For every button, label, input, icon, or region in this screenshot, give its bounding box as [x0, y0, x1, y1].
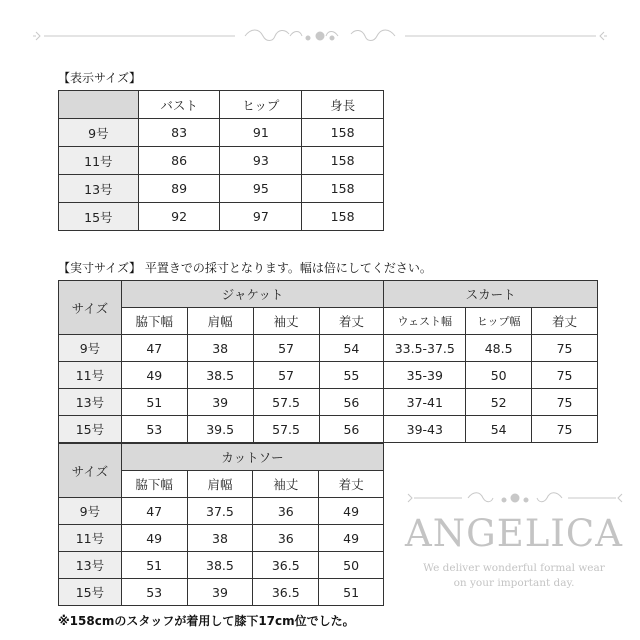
actual-size-table [58, 280, 598, 443]
col-header: 脇下幅 [121, 308, 187, 335]
table-row [59, 203, 384, 231]
cell: 86 [138, 147, 220, 175]
cell: 52 [466, 389, 532, 416]
cell: 48.5 [466, 335, 532, 362]
display-header-blank [59, 91, 139, 119]
size-header: サイズ [59, 444, 122, 498]
table-row [59, 525, 384, 552]
top-ornament [30, 26, 610, 46]
size-label: 13号 [59, 552, 122, 579]
cell: 37.5 [187, 498, 253, 525]
size-header: サイズ [59, 281, 122, 335]
cell: 50 [319, 552, 384, 579]
cell: 75 [532, 416, 598, 443]
cell: 89 [138, 175, 220, 203]
table-row [59, 498, 384, 525]
table-row [59, 175, 384, 203]
cell: 49 [319, 525, 384, 552]
cell: 75 [532, 362, 598, 389]
col-header: 袖丈 [253, 308, 319, 335]
cell: 38.5 [187, 362, 253, 389]
cell: 38.5 [187, 552, 253, 579]
table-row [59, 335, 598, 362]
display-size-table [58, 90, 384, 231]
cutsew-table [58, 443, 384, 606]
cell: 75 [532, 389, 598, 416]
cell: 57.5 [253, 389, 319, 416]
cell: 47 [121, 335, 187, 362]
cell: 35-39 [384, 362, 466, 389]
cell: 57 [253, 362, 319, 389]
cell: 83 [138, 119, 220, 147]
cell: 57.5 [253, 416, 319, 443]
cell: 51 [319, 579, 384, 606]
cell: 53 [121, 416, 187, 443]
brand-logo: ANGELICA [405, 512, 623, 555]
table-row [59, 579, 384, 606]
cell: 91 [220, 119, 302, 147]
cell: 49 [121, 362, 187, 389]
col-header: ヒップ幅 [466, 308, 532, 335]
cell: 97 [220, 203, 302, 231]
display-header-height: 身長 [302, 91, 384, 119]
cell: 36 [253, 498, 319, 525]
cell: 36.5 [253, 579, 319, 606]
cutsew-header: カットソー [121, 444, 383, 471]
cell: 53 [121, 579, 187, 606]
cell: 38 [187, 525, 253, 552]
col-header: ウェスト幅 [384, 308, 466, 335]
cell: 93 [220, 147, 302, 175]
cell: 158 [302, 147, 384, 175]
cell: 36 [253, 525, 319, 552]
cell: 75 [532, 335, 598, 362]
cell: 36.5 [253, 552, 319, 579]
cell: 54 [466, 416, 532, 443]
cell: 39 [187, 579, 253, 606]
cell: 56 [319, 416, 384, 443]
size-label: 15号 [59, 416, 122, 443]
col-header: 肩幅 [187, 471, 253, 498]
cell: 57 [253, 335, 319, 362]
col-header: 着丈 [532, 308, 598, 335]
display-header-bust: バスト [138, 91, 220, 119]
display-header-hip: ヒップ [220, 91, 302, 119]
cell: 50 [466, 362, 532, 389]
size-label: 9号 [59, 119, 139, 147]
actual-size-caption: 【実寸サイズ】 平置きでの採寸となります。幅は倍にしてください。 [58, 261, 432, 275]
cell: 158 [302, 119, 384, 147]
table-row [59, 389, 598, 416]
cell: 39.5 [187, 416, 253, 443]
cell: 54 [319, 335, 384, 362]
cell: 55 [319, 362, 384, 389]
cell: 39-43 [384, 416, 466, 443]
cell: 49 [319, 498, 384, 525]
size-label: 11号 [59, 362, 122, 389]
size-label: 13号 [59, 389, 122, 416]
table-row [59, 362, 598, 389]
col-header: 脇下幅 [121, 471, 187, 498]
table-row [59, 552, 384, 579]
cell: 33.5-37.5 [384, 335, 466, 362]
cell: 158 [302, 203, 384, 231]
size-label: 13号 [59, 175, 139, 203]
table-row [59, 119, 384, 147]
cell: 95 [220, 175, 302, 203]
size-label: 9号 [59, 335, 122, 362]
col-header: 肩幅 [187, 308, 253, 335]
col-header: 袖丈 [253, 471, 319, 498]
cell: 47 [121, 498, 187, 525]
jacket-header: ジャケット [121, 281, 384, 308]
size-label: 11号 [59, 147, 139, 175]
brand-tagline-2: on your important day. [453, 577, 575, 589]
size-label: 15号 [59, 579, 122, 606]
col-header: 着丈 [319, 471, 384, 498]
size-label: 15号 [59, 203, 139, 231]
col-header: 着丈 [319, 308, 384, 335]
cell: 56 [319, 389, 384, 416]
cell: 51 [121, 552, 187, 579]
cell: 39 [187, 389, 253, 416]
cell: 38 [187, 335, 253, 362]
footnote: ※158cmのスタッフが着用して膝下17cm位でした。 [58, 614, 355, 628]
table-row [59, 416, 598, 443]
cell: 51 [121, 389, 187, 416]
cell: 158 [302, 175, 384, 203]
cell: 37-41 [384, 389, 466, 416]
brand-ornament [402, 488, 628, 508]
skirt-header: スカート [384, 281, 598, 308]
display-size-caption: 【表示サイズ】 [58, 71, 142, 85]
cell: 92 [138, 203, 220, 231]
table-row [59, 147, 384, 175]
size-label: 11号 [59, 525, 122, 552]
cell: 49 [121, 525, 187, 552]
size-label: 9号 [59, 498, 122, 525]
brand-tagline-1: We deliver wonderful formal wear [423, 562, 605, 574]
